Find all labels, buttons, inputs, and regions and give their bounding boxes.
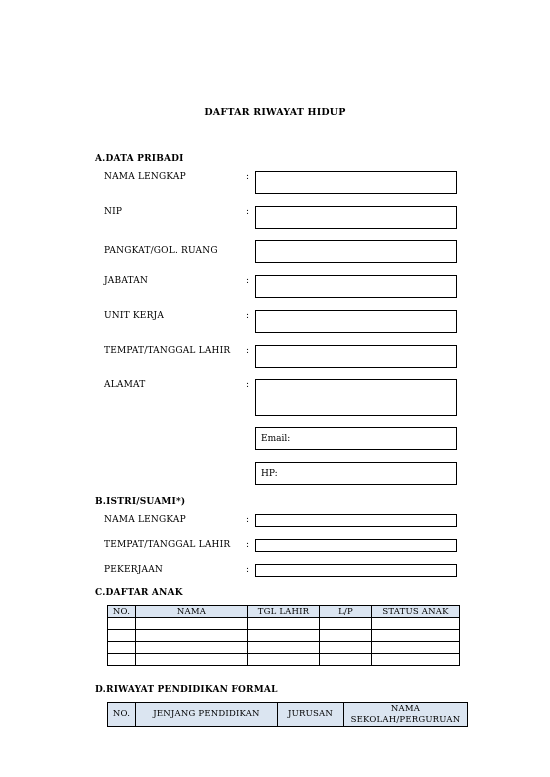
table-cell[interactable] [108,630,136,642]
table-cell[interactable] [136,618,248,630]
table-cell[interactable] [372,654,460,666]
field-label-tempat-tanggal-lahir-pasangan: TEMPAT/TANGGAL LAHIR [104,540,231,550]
table-cell[interactable] [320,630,372,642]
field-colon: : [246,540,250,550]
field-colon: : [246,380,250,390]
section-a-heading: A.DATA PRIBADI [95,154,184,164]
column-header-no: NO. [108,703,136,727]
field-label-pangkat: PANGKAT/GOL. RUANG [104,246,218,256]
table-cell[interactable] [372,618,460,630]
field-colon: : [246,172,250,182]
jabatan-field[interactable] [255,275,457,298]
pasangan-ttl-field[interactable] [255,539,457,552]
email-label: Email: [261,433,291,444]
alamat-field[interactable] [255,379,457,416]
pasangan-nama-field[interactable] [255,514,457,527]
table-cell[interactable] [248,642,320,654]
table-cell[interactable] [248,618,320,630]
table-cell[interactable] [108,618,136,630]
section-d-heading: D.RIWAYAT PENDIDIKAN FORMAL [95,685,278,695]
field-label-pekerjaan: PEKERJAAN [104,565,163,575]
table-cell[interactable] [320,642,372,654]
table-row [108,642,460,654]
column-header-no: NO. [108,606,136,618]
pasangan-pekerjaan-field[interactable] [255,564,457,577]
column-header-tgl-lahir: TGL LAHIR [248,606,320,618]
table-cell[interactable] [248,654,320,666]
table-cell[interactable] [248,630,320,642]
table-cell[interactable] [372,642,460,654]
field-label-tempat-tanggal-lahir: TEMPAT/TANGGAL LAHIR [104,346,231,356]
nama-lengkap-field[interactable] [255,171,457,194]
tempat-tanggal-lahir-field[interactable] [255,345,457,368]
table-row [108,618,460,630]
pangkat-gol-ruang-field[interactable] [255,240,457,263]
section-c-heading: C.DAFTAR ANAK [95,588,183,598]
nip-field[interactable] [255,206,457,229]
column-header-nama: NAMA [136,606,248,618]
section-b-heading: B.ISTRI/SUAMI*) [95,497,186,507]
email-field[interactable] [255,427,457,450]
field-colon: : [246,515,250,525]
hp-field[interactable] [255,462,457,485]
table-cell[interactable] [108,642,136,654]
field-label-nama-lengkap-pasangan: NAMA LENGKAP [104,515,186,525]
riwayat-pendidikan-table [107,702,468,727]
document-title: DAFTAR RIWAYAT HIDUP [204,107,346,118]
daftar-anak-table [107,605,460,666]
column-header-nama-sekolah: NAMA SEKOLAH/PERGURUAN [344,703,468,727]
field-colon: : [246,207,250,217]
table-cell[interactable] [372,630,460,642]
table-cell[interactable] [136,630,248,642]
table-header-row [108,606,460,618]
field-label-alamat: ALAMAT [104,380,146,390]
table-cell[interactable] [320,618,372,630]
field-colon: : [246,311,250,321]
column-header-jenjang-pendidikan: JENJANG PENDIDIKAN [136,703,278,727]
unit-kerja-field[interactable] [255,310,457,333]
field-label-jabatan: JABATAN [104,276,149,286]
table-row [108,630,460,642]
hp-label: HP: [261,468,278,479]
table-cell[interactable] [136,654,248,666]
table-cell[interactable] [108,654,136,666]
table-cell[interactable] [320,654,372,666]
field-label-nip: NIP [104,207,123,217]
column-header-jurusan: JURUSAN [278,703,344,727]
field-colon: : [246,276,250,286]
field-colon: : [246,565,250,575]
table-row [108,654,460,666]
field-label-unit-kerja: UNIT KERJA [104,311,165,321]
field-colon: : [246,346,250,356]
column-header-lp: L/P [320,606,372,618]
table-header-row [108,703,468,727]
field-label-nama-lengkap: NAMA LENGKAP [104,172,186,182]
table-cell[interactable] [136,642,248,654]
column-header-status-anak: STATUS ANAK [372,606,460,618]
